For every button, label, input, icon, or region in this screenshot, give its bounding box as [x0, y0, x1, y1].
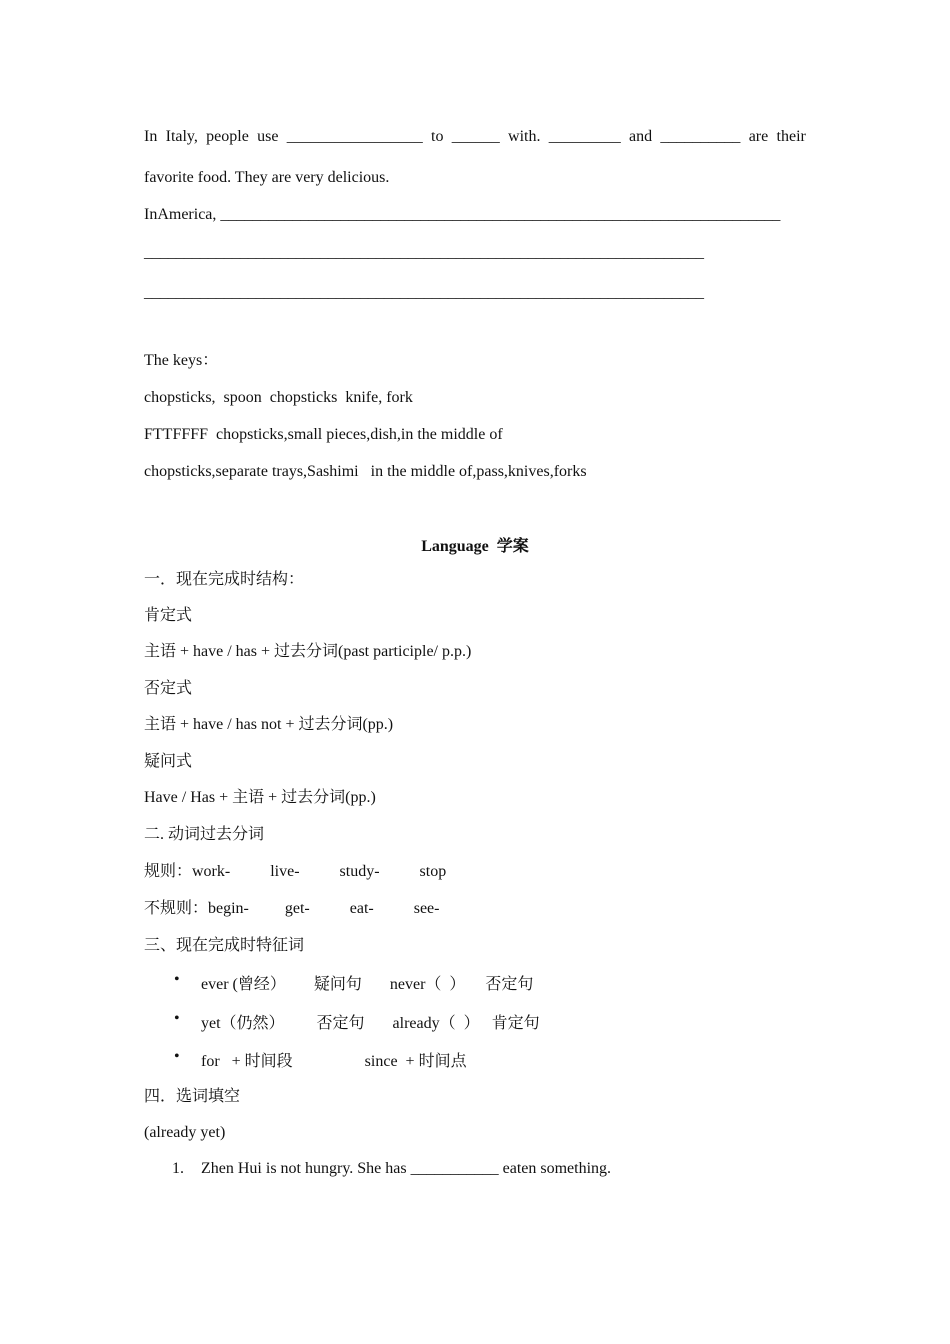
italy-sentence — [144, 127, 806, 147]
blank: ______ — [451, 128, 500, 145]
word: Italy, — [165, 128, 198, 145]
signal-word-item: yet（仍然） 否定句 already（ ） 肯定句 — [201, 1015, 540, 1032]
word-choices: (already yet) — [144, 1124, 226, 1141]
bullet-icon: • — [174, 1048, 180, 1065]
question-formula: Have / Has + 主语 + 过去分词(pp.) — [144, 789, 376, 806]
keys-title: The keys： — [144, 352, 219, 369]
word: In — [144, 128, 158, 145]
blank-line: ______________________________________________________________________ — [144, 244, 704, 261]
blank-line: ______________________________________________________________________ — [144, 284, 704, 301]
word: and — [629, 128, 653, 145]
word: use — [257, 128, 279, 145]
key-line: FTTFFFF chopsticks,small pieces,dish,in the middle of — [144, 426, 503, 443]
bullet-icon: • — [174, 971, 180, 988]
word: with. — [508, 128, 541, 145]
irregular-verbs: 不规则：begin- get- eat- see- — [144, 900, 440, 917]
signal-word-item: ever (曾经） 疑问句 never（ ） 否定句 — [201, 976, 534, 993]
section-heading: 二. 动词过去分词 — [144, 826, 265, 843]
negative-label: 否定式 — [144, 680, 193, 697]
signal-word-item: for + 时间段 since + 时间点 — [201, 1053, 467, 1070]
italy-sentence-cont: favorite food. They are very delicious. — [144, 169, 390, 186]
negative-formula: 主语 + have / has not + 过去分词(pp.) — [144, 716, 394, 733]
bullet-icon: • — [174, 1010, 180, 1027]
blank: _________________ — [286, 128, 423, 145]
section-heading: 四．选词填空 — [144, 1088, 241, 1105]
key-line: chopsticks,separate trays,Sashimi in the middle of,pass,knives,forks — [144, 463, 587, 480]
word: their — [776, 128, 806, 145]
question-text: Zhen Hui is not hungry. She has ___________ eaten something. — [201, 1160, 612, 1177]
affirmative-formula: 主语 + have / has + 过去分词(past participle/ p.p.) — [144, 643, 472, 660]
section-heading: 一．现在完成时结构： — [144, 571, 305, 588]
question-number: 1. — [172, 1160, 184, 1177]
section-heading: 三、现在完成时特征词 — [144, 937, 305, 954]
america-line: InAmerica, ______________________________________________________________________ — [144, 206, 781, 223]
affirmative-label: 肯定式 — [144, 607, 193, 624]
word: to — [431, 128, 444, 145]
question-label: 疑问式 — [144, 753, 193, 770]
key-line: chopsticks, spoon chopsticks knife, fork — [144, 389, 413, 406]
word: are — [748, 128, 769, 145]
regular-verbs: 规则：work- live- study- stop — [144, 863, 447, 880]
blank: _________ — [548, 128, 621, 145]
blank: __________ — [660, 128, 741, 145]
word: people — [206, 128, 249, 145]
language-title: Language 学案 — [421, 538, 529, 555]
